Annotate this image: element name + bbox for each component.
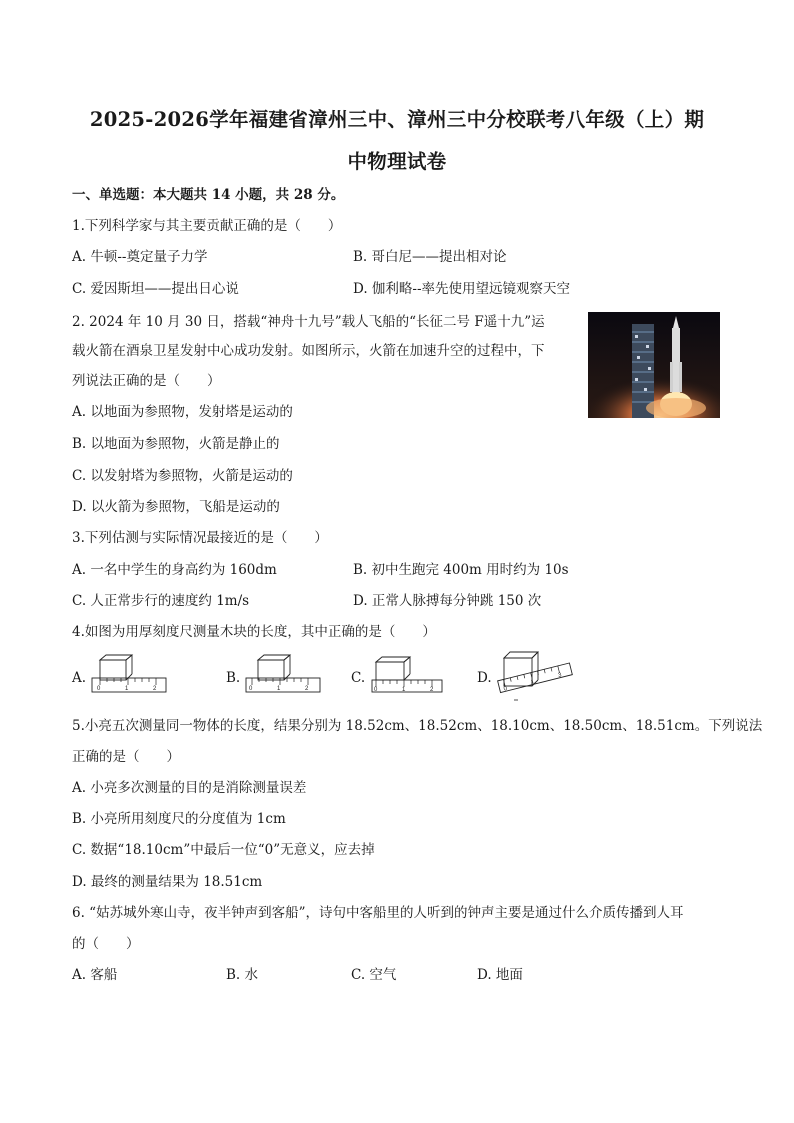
q6-option-d: D. 地面 xyxy=(477,967,523,983)
q3-option-d: D. 正常人脉搏每分钟跳 150 次 xyxy=(353,593,542,609)
section-heading: 一、单选题：本大题共 14 小题，共 28 分。 xyxy=(72,187,345,203)
fig-c-tick-2: 2 xyxy=(430,687,434,693)
rocket-launch-image xyxy=(588,312,720,418)
q2-stem-line3: 列说法正确的是（ ） xyxy=(72,373,221,389)
fig-b-tick-2: 2 xyxy=(305,686,309,692)
q6-option-b: B. 水 xyxy=(226,967,259,983)
fig-c-tick-0: 0 xyxy=(374,687,378,693)
q2-option-c: C. 以发射塔为参照物，火箭是运动的 xyxy=(72,468,293,484)
q1-option-d: D. 伽利略--率先使用望远镜观察天空 xyxy=(353,281,571,297)
q2-stem-line1: 2. 2024 年 10 月 30 日，搭载“神舟十九号”载人飞船的“长征二号 F遥十九”运 xyxy=(72,314,545,330)
q3-option-a: A. 一名中学生的身高约为 160dm xyxy=(72,562,277,578)
q5-option-c: C. 数据“18.10cm”中最后一位“0”无意义，应去掉 xyxy=(72,842,375,858)
q3-option-b: B. 初中生跑完 400m 用时约为 10s xyxy=(353,562,569,578)
rocket-launch-photo xyxy=(588,312,720,418)
fig-a-tick-1: 1 xyxy=(125,686,129,692)
q4-figure-d xyxy=(494,648,580,704)
q2-option-d: D. 以火箭为参照物，飞船是运动的 xyxy=(72,499,280,515)
q5-option-d: D. 最终的测量结果为 18.51cm xyxy=(72,874,263,890)
q2-option-b: B. 以地面为参照物，火箭是静止的 xyxy=(72,436,280,452)
q2-stem-line2: 载火箭在酒泉卫星发射中心成功发射。如图所示，火箭在加速升空的过程中，下 xyxy=(72,343,545,359)
q1-option-b: B. 哥白尼——提出相对论 xyxy=(353,249,507,265)
fig-d-tick-1: 1 xyxy=(530,679,536,686)
q4-stem: 4.如图为用厚刻度尺测量木块的长度，其中正确的是（ ） xyxy=(72,624,436,640)
q4-figure-c xyxy=(366,652,452,702)
q3-stem: 3.下列估测与实际情况最接近的是（ ） xyxy=(72,530,328,546)
fig-d-tick-3: 3 xyxy=(557,672,563,679)
fig-a-tick-0: 0 xyxy=(97,686,101,692)
q5-option-a: A. 小亮多次测量的目的是消除测量误差 xyxy=(72,780,307,796)
fig-b-tick-0: 0 xyxy=(249,686,253,692)
q6-option-a: A. 客船 xyxy=(72,967,118,983)
q4-figure-a xyxy=(86,652,172,702)
q6-option-c: C. 空气 xyxy=(351,967,397,983)
q3-option-c: C. 人正常步行的速度约 1m/s xyxy=(72,593,250,609)
q4-option-c-label: C. xyxy=(351,670,366,686)
fig-a-tick-2: 2 xyxy=(153,686,157,692)
q5-stem-line2: 正确的是（ ） xyxy=(72,749,180,765)
q4-option-d-label: D. xyxy=(477,670,492,686)
q5-stem-line1: 5.小亮五次测量同一物体的长度，结果分别为 18.52cm、18.52cm、18.10cm、18.50cm、18.51cm。下列说法 xyxy=(72,718,763,734)
exam-title-line1: 2025-2026学年福建省漳州三中、漳州三中分校联考八年级（上）期 xyxy=(89,108,705,131)
q4-figure-b xyxy=(240,652,326,702)
q1-option-a: A. 牛顿--奠定量子力学 xyxy=(72,249,208,265)
q1-stem: 1.下列科学家与其主要贡献正确的是（ ） xyxy=(72,218,342,234)
q4-option-a-label: A. xyxy=(72,670,87,686)
q5-option-b: B. 小亮所用刻度尺的分度值为 1cm xyxy=(72,811,286,827)
fig-b-tick-1: 1 xyxy=(277,686,281,692)
fig-c-tick-1: 1 xyxy=(402,687,406,693)
fig-d-tick-0: 0 xyxy=(503,685,508,693)
q6-stem-line1: 6. “姑苏城外寒山寺，夜半钟声到客船”，诗句中客船里的人听到的钟声主要是通过什么介质传播到人耳 xyxy=(72,905,684,921)
exam-title-line2: 中物理试卷 xyxy=(347,150,447,173)
q1-option-c: C. 爱因斯坦——提出日心说 xyxy=(72,281,239,297)
q2-option-a: A. 以地面为参照物，发射塔是运动的 xyxy=(72,404,293,420)
q4-option-b-label: B. xyxy=(226,670,241,686)
q6-stem-line2: 的（ ） xyxy=(72,936,140,952)
